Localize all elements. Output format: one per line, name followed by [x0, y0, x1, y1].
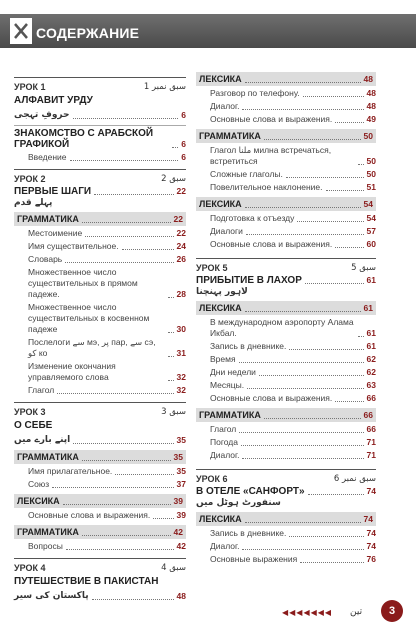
page-number: 22: [176, 186, 186, 196]
toc-entry: Словарь: [28, 254, 63, 264]
lesson-urdu-title: سنفورٹ ہوٹل میں: [196, 498, 281, 508]
toc-row[interactable]: [196, 367, 376, 378]
lesson-urdu-label: سبق 2: [161, 174, 186, 184]
toc-row[interactable]: [196, 437, 376, 448]
page-number: 66: [363, 410, 373, 420]
page-number: 71: [366, 450, 376, 460]
arrow-decoration-icon: ◀◀◀◀◀◀◀: [282, 608, 333, 617]
section-title: ГРАММАТИКА: [17, 452, 79, 462]
page-number: 42: [176, 541, 186, 551]
toc-row[interactable]: [196, 354, 376, 365]
lesson-4-continued: [196, 72, 376, 250]
toc-entry: Множественное число существительных в косвенном падеже: [28, 302, 150, 334]
footer-urdu-word: تین: [350, 607, 363, 617]
lesson-4: [14, 558, 186, 602]
toc-row[interactable]: [14, 434, 186, 446]
section-title: ГРАММАТИКА: [199, 131, 261, 141]
lesson-title: О СЕБЕ: [14, 420, 53, 431]
toc-section[interactable]: [196, 197, 376, 211]
toc-entry: Диалог.: [210, 541, 240, 551]
toc-row[interactable]: [196, 554, 376, 565]
page-title: СОДЕРЖАНИЕ: [36, 25, 140, 41]
toc-row[interactable]: [196, 275, 376, 286]
lesson-label: УРОК 6: [196, 474, 228, 484]
toc-row[interactable]: [14, 302, 186, 335]
toc-entry: Погода: [210, 437, 238, 447]
toc-entry: ЗНАКОМСТВО С АРАБСКОЙ ГРАФИКОЙ: [14, 128, 154, 150]
page-number: 37: [176, 479, 186, 489]
toc-entry: Глагол ملنا милна встречаться, встретиться: [210, 145, 332, 166]
page-number: 39: [173, 496, 183, 506]
lesson-1: [14, 77, 186, 163]
toc-row[interactable]: [196, 88, 376, 99]
page-number: 54: [366, 213, 376, 223]
page-number: 74: [366, 486, 376, 496]
toc-row[interactable]: [196, 145, 376, 167]
toc-entry: Время: [210, 354, 236, 364]
page-number: 28: [176, 289, 186, 299]
toc-entry: Изменение окончания управляемого слова: [28, 361, 116, 382]
toc-section[interactable]: [196, 129, 376, 143]
toc-row[interactable]: [14, 152, 186, 163]
toc-entry: Местоимение: [28, 228, 83, 238]
toc-entry: Основные слова и выражения.: [210, 393, 333, 403]
page-number: 49: [366, 114, 376, 124]
lesson-urdu-title: پہلے قدم: [14, 198, 53, 208]
lesson-title: ПУТЕШЕСТВИЕ В ПАКИСТАН: [14, 576, 159, 587]
section-title: ЛЕКСИКА: [199, 199, 242, 209]
toc-entry: Вопросы: [28, 541, 63, 551]
page-number: 61: [366, 328, 376, 338]
page-number: 50: [366, 156, 376, 166]
toc-row[interactable]: [14, 241, 186, 252]
toc-left-column: [14, 77, 186, 608]
toc-entry: Месяцы.: [210, 380, 245, 390]
page-number: 32: [176, 372, 186, 382]
toc-row[interactable]: [196, 541, 376, 552]
page-number: 6: [181, 152, 186, 162]
toc-row[interactable]: [196, 450, 376, 461]
lesson-title: ПРИБЫТИЕ В ЛАХОР: [196, 275, 302, 286]
toc-row[interactable]: [14, 361, 186, 383]
toc-row[interactable]: [196, 424, 376, 435]
page-number: 62: [366, 367, 376, 377]
toc-entry: Дни недели: [210, 367, 256, 377]
toc-row[interactable]: [196, 317, 376, 339]
toc-row[interactable]: [196, 528, 376, 539]
page-number: 39: [176, 510, 186, 520]
section-title: ЛЕКСИКА: [199, 303, 242, 313]
toc-row[interactable]: [196, 380, 376, 391]
page-number: 74: [366, 528, 376, 538]
page-number: 22: [176, 228, 186, 238]
toc-entry: Диалоги: [210, 226, 243, 236]
toc-entry: Основные выражения: [210, 554, 298, 564]
page-number: 61: [363, 303, 373, 313]
toc-row[interactable]: [14, 254, 186, 265]
page-number: 66: [366, 393, 376, 403]
lesson-urdu-label: سبق 3: [161, 407, 186, 417]
page-number: 62: [366, 354, 376, 364]
page-number: 61: [366, 341, 376, 351]
lesson-urdu-title: پاکستان کی سیر: [14, 591, 89, 601]
lesson-5: [196, 258, 376, 461]
lesson-6: [196, 469, 376, 565]
toc-entry: Основные слова и выражения.: [210, 114, 333, 124]
page-number: 35: [176, 466, 186, 476]
toc-entry: Разговор по телефону.: [210, 88, 300, 98]
lesson-title: ПЕРВЫЕ ШАГИ: [14, 186, 92, 197]
page-number: 48: [176, 591, 186, 601]
lesson-urdu-title: لاہور پہنچنا: [196, 287, 248, 297]
lesson-urdu-label: سبق 5: [351, 263, 376, 273]
page-number: 54: [363, 199, 373, 209]
toc-row[interactable]: [14, 337, 186, 359]
toc-row[interactable]: [14, 541, 186, 552]
page-number: 48: [366, 101, 376, 111]
toc-row[interactable]: [14, 590, 186, 602]
toc-entry: Диалог.: [210, 101, 240, 111]
toc-row[interactable]: [14, 385, 186, 396]
toc-row[interactable]: [14, 267, 186, 300]
toc-row[interactable]: [196, 114, 376, 125]
page-number: 60: [366, 239, 376, 249]
lesson-2: [14, 169, 186, 396]
toc-section[interactable]: [196, 72, 376, 86]
toc-row[interactable]: [196, 341, 376, 352]
toc-entry: Повелительное наклонение.: [210, 182, 323, 192]
page-number: 26: [176, 254, 186, 264]
lesson-title: АЛФАВИТ УРДУ: [14, 95, 93, 106]
page-number: 35: [176, 435, 186, 445]
toc-row[interactable]: [196, 239, 376, 250]
toc-row[interactable]: [196, 486, 376, 497]
page-number: 22: [173, 214, 183, 224]
lesson-urdu-label: سبق نمبر 1: [143, 82, 186, 92]
page-number-badge: 3: [381, 600, 403, 622]
page-number: 61: [366, 275, 376, 285]
page-number: 57: [366, 226, 376, 236]
lesson-urdu-label: سبق نمبر 6: [333, 474, 376, 484]
toc-entry: Множественное число существительных в прямом падеже.: [28, 267, 138, 299]
toc-entry: Основные слова и выражения.: [28, 510, 151, 520]
toc-row[interactable]: [14, 466, 186, 477]
page-header: [0, 0, 416, 60]
toc-row[interactable]: [196, 393, 376, 404]
toc-row[interactable]: [196, 169, 376, 180]
lesson-label: УРОК 5: [196, 263, 228, 273]
lesson-urdu-label: سبق 4: [161, 563, 186, 573]
page-number: 63: [366, 380, 376, 390]
toc-entry: Союз: [28, 479, 50, 489]
toc-section[interactable]: [14, 212, 186, 226]
book-logo-icon: [10, 18, 32, 44]
page-number: 24: [176, 241, 186, 251]
toc-entry: Диалог.: [210, 450, 240, 460]
page-number: 66: [366, 424, 376, 434]
toc-entry: Введение: [28, 152, 67, 162]
lesson-urdu-title: حروفِ تہجی: [14, 110, 70, 120]
page-number: 48: [363, 74, 373, 84]
toc-section[interactable]: [14, 494, 186, 508]
page-number: 74: [366, 541, 376, 551]
toc-section[interactable]: [196, 301, 376, 315]
lesson-label: УРОК 3: [14, 407, 46, 417]
toc-row[interactable]: [14, 109, 186, 121]
toc-entry: Имя прилагательное.: [28, 466, 113, 476]
page-number: 76: [366, 554, 376, 564]
page-number: 42: [173, 527, 183, 537]
lesson-3: [14, 402, 186, 552]
page-number: 51: [366, 182, 376, 192]
toc-row[interactable]: [196, 182, 376, 193]
toc-section[interactable]: [196, 408, 376, 422]
toc-row[interactable]: [196, 226, 376, 237]
toc-row[interactable]: [196, 101, 376, 112]
toc-entry: Подготовка к отъезду: [210, 213, 295, 223]
toc-row[interactable]: [14, 128, 186, 150]
toc-entry: Имя существительное.: [28, 241, 119, 251]
toc-entry: Глагол: [210, 424, 237, 434]
toc-entry: Глагол: [28, 385, 55, 395]
section-title: ЛЕКСИКА: [199, 74, 242, 84]
lesson-title: В ОТЕЛЕ «САНФОРТ»: [196, 486, 305, 497]
toc-row[interactable]: [14, 479, 186, 490]
toc-section[interactable]: [196, 512, 376, 526]
lesson-urdu-title: اپنے بارے میں: [14, 435, 71, 445]
section-title: ГРАММАТИКА: [199, 410, 261, 420]
page-number: 6: [181, 139, 186, 149]
toc-entry: Запись в дневнике.: [210, 528, 287, 538]
page-number: 50: [363, 131, 373, 141]
toc-row[interactable]: [14, 228, 186, 239]
page-number: 48: [366, 88, 376, 98]
toc-entry: Сложные глаголы.: [210, 169, 283, 179]
section-title: ЛЕКСИКА: [17, 496, 60, 506]
toc-row[interactable]: [14, 186, 186, 197]
page-number: 30: [176, 324, 186, 334]
toc-section[interactable]: [14, 450, 186, 464]
section-title: ЛЕКСИКА: [199, 514, 242, 524]
toc-entry: Основные слова и выражения.: [210, 239, 333, 249]
toc-section[interactable]: [14, 525, 186, 539]
section-title: ГРАММАТИКА: [17, 527, 79, 537]
toc-entry: Запись в дневнике.: [210, 341, 287, 351]
page-number: 35: [173, 452, 183, 462]
lesson-label: УРОК 1: [14, 82, 46, 92]
page-number: 74: [363, 514, 373, 524]
toc-row[interactable]: [196, 213, 376, 224]
lesson-label: УРОК 2: [14, 174, 46, 184]
toc-entry: Послелоги ‌سے‌ мэ, پر пар, سے сэ, کو ко: [28, 337, 156, 358]
section-title: ГРАММАТИКА: [17, 214, 79, 224]
page-number: 31: [176, 348, 186, 358]
page-number: 32: [176, 385, 186, 395]
toc-entry: В международном аэропорту Алама Икбал.: [210, 317, 354, 338]
lesson-label: УРОК 4: [14, 563, 46, 573]
page-number: 6: [181, 110, 186, 120]
toc-row[interactable]: [14, 510, 186, 521]
page-number: 50: [366, 169, 376, 179]
page-number: 71: [366, 437, 376, 447]
toc-right-column: [196, 72, 376, 571]
